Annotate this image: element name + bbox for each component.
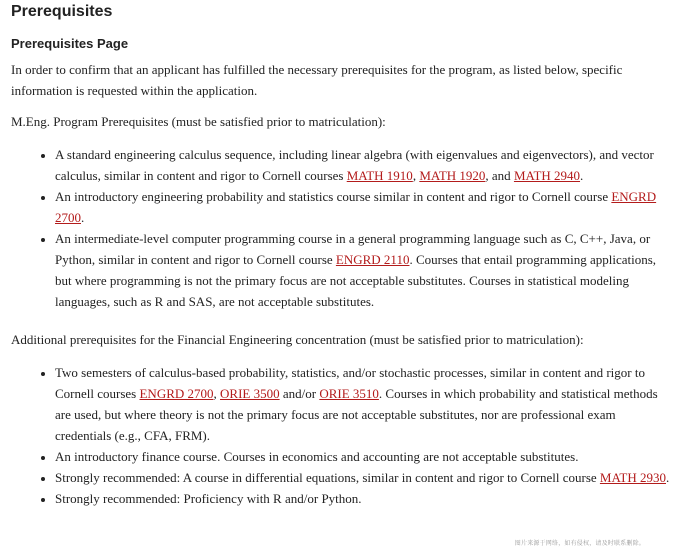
- course-link-engrd-2700[interactable]: ENGRD 2700: [55, 189, 657, 225]
- page-subtitle: Prerequisites Page: [11, 36, 129, 51]
- course-link-engrd-2110[interactable]: ENGRD 2110: [335, 252, 410, 267]
- list-item: • An introductory finance course. Courses in economics and accounting are not acceptable substitutes.: [55, 446, 671, 467]
- list-item: • Strongly recommended: Proficiency with R and/or Python.: [55, 488, 671, 509]
- meng-prereq-heading: M.Eng. Program Prerequisites (must be satisfied prior to matriculation):: [11, 114, 386, 129]
- course-link-math-2930[interactable]: MATH 2930: [599, 470, 667, 485]
- course-link-math-1910[interactable]: MATH 1910: [346, 168, 413, 183]
- list-item: • An introductory engineering probability and statistics course similar in content and rigor to Cornell course ENGRD 2700.: [55, 186, 671, 228]
- course-link-orie-3500[interactable]: ORIE 3500: [220, 386, 280, 401]
- course-link-engrd-2700[interactable]: ENGRD 2700: [139, 386, 214, 401]
- page-title: Prerequisites: [11, 3, 113, 20]
- watermark-text: 图片来源于网络，如有侵权，请及时联系删除。: [514, 540, 645, 547]
- fe-prereq-heading: Additional prerequisites for the Financial Engineering concentration (must be satisfied prior to matriculation):: [11, 332, 584, 347]
- list-item: • A standard engineering calculus sequence, including linear algebra (with eigenvalues and eigenvectors), and vector calculus, similar in content and rigor to Cornell courses MATH 1910, MATH 1920, and MATH 2940.: [55, 144, 671, 186]
- meng-prereq-list: [11, 144, 671, 312]
- course-link-orie-3510[interactable]: ORIE 3510: [319, 386, 379, 401]
- list-item: • An intermediate-level computer programming course in a general programming language such as C, C++, Java, or Python, similar in content and rigor to Cornell course ENGRD 2110. Courses that entail programming applications, but where programming is not the primary focus are not acceptable substitutes. Courses in statistical modeling languages, such as R and SAS, are not acceptable substitutes.: [55, 228, 671, 312]
- course-link-math-1920[interactable]: MATH 1920: [419, 168, 486, 183]
- list-item: • Strongly recommended: A course in differential equations, similar in content and rigor to Cornell course MATH 2930.: [55, 467, 671, 488]
- intro-paragraph: In order to confirm that an applicant has fulfilled the necessary prerequisites for the program, as listed below, specific information is requested within the application.: [11, 62, 623, 98]
- course-link-math-2940[interactable]: MATH 2940: [513, 168, 581, 183]
- fe-prereq-list: [11, 362, 671, 509]
- list-item: • Two semesters of calculus-based probability, statistics, and/or stochastic processes, similar in content and rigor to Cornell courses ENGRD 2700, ORIE 3500 and/or ORIE 3510. Courses in which probability and statistical methods are used, but where theory is not the primary focus are not acceptable substitutes, nor are professional exam credentials (e.g., CFA, FRM).: [55, 362, 671, 446]
